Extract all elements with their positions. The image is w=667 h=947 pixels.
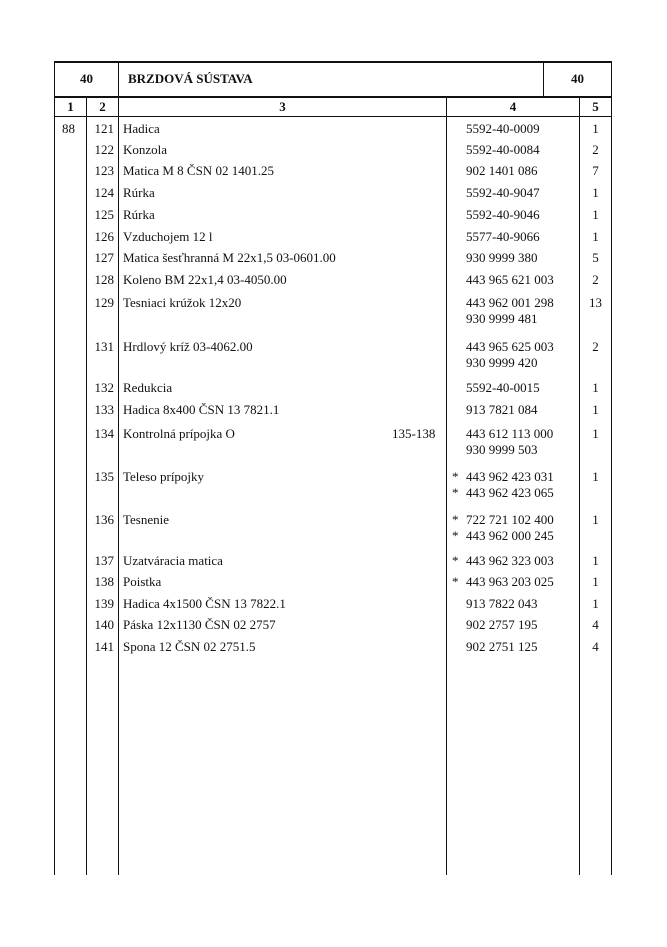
- quantity: 1: [592, 553, 599, 568]
- part-number: 443 962 000 245: [466, 528, 554, 543]
- part-name: Rúrka: [123, 185, 155, 200]
- part-name: Konzola: [123, 142, 168, 157]
- frame-top-rule: [54, 61, 612, 63]
- quantity: 4: [592, 639, 599, 654]
- part-name: Poistka: [123, 574, 162, 589]
- part-number: 5592-40-0084: [466, 142, 540, 157]
- column-header-bottom-rule: [54, 116, 612, 117]
- position-number: 129: [94, 295, 114, 310]
- position-number: 138: [94, 574, 114, 589]
- part-number: 443 965 625 003: [466, 339, 554, 354]
- col3-divider: [446, 97, 447, 875]
- quantity: 1: [592, 185, 599, 200]
- part-number: 5592-40-9046: [466, 207, 540, 222]
- part-name: Tesnenie: [123, 512, 170, 527]
- section-title: BRZDOVÁ SÚSTAVA: [128, 71, 253, 86]
- position-number: 128: [94, 272, 114, 287]
- position-number: 135: [94, 469, 114, 484]
- part-name: Matica M 8 ČSN 02 1401.25: [123, 163, 274, 178]
- replacement-mark: *: [452, 528, 459, 543]
- quantity: 5: [592, 250, 599, 265]
- quantity: 1: [592, 402, 599, 417]
- position-number: 141: [94, 639, 114, 654]
- part-number: 913 7822 043: [466, 596, 538, 611]
- part-name: Páska 12x1130 ČSN 02 2757: [123, 617, 276, 632]
- part-name: Hadica 4x1500 ČSN 13 7822.1: [123, 596, 286, 611]
- part-number: 930 9999 420: [466, 355, 538, 370]
- part-number: 443 962 423 031: [466, 469, 554, 484]
- position-number: 133: [94, 402, 114, 417]
- position-number: 137: [94, 553, 114, 568]
- figure-number: 88: [62, 121, 75, 136]
- part-name: Spona 12 ČSN 02 2751.5: [123, 639, 256, 654]
- part-name: Kontrolná prípojka O: [123, 426, 235, 441]
- part-number: 930 9999 481: [466, 311, 538, 326]
- frame-left-rule: [54, 61, 55, 875]
- quantity: 1: [592, 426, 599, 441]
- part-number: 443 962 423 065: [466, 485, 554, 500]
- column-header-5: 5: [592, 99, 599, 114]
- quantity: 2: [592, 272, 599, 287]
- position-number: 140: [94, 617, 114, 632]
- column-header-3: 3: [279, 99, 286, 114]
- quantity: 1: [592, 469, 599, 484]
- quantity: 1: [592, 229, 599, 244]
- part-number: 443 612 113 000: [466, 426, 554, 441]
- position-number: 123: [94, 163, 114, 178]
- part-name: Hrdlový kríž 03-4062.00: [123, 339, 253, 354]
- part-number: 902 2751 125: [466, 639, 538, 654]
- part-number: 443 965 621 003: [466, 272, 554, 287]
- part-name: Koleno BM 22x1,4 03-4050.00: [123, 272, 287, 287]
- quantity: 1: [592, 574, 599, 589]
- part-number: 5592-40-9047: [466, 185, 540, 200]
- part-number: 443 962 323 003: [466, 553, 554, 568]
- part-reference: 135-138: [392, 426, 436, 441]
- group-number-left: 40: [80, 71, 93, 86]
- replacement-mark: *: [452, 469, 459, 484]
- part-number: 443 962 001 298: [466, 295, 554, 310]
- position-number: 131: [94, 339, 114, 354]
- part-name: Hadica: [123, 121, 160, 136]
- part-number: 5592-40-0009: [466, 121, 540, 136]
- quantity: 1: [592, 207, 599, 222]
- position-number: 136: [94, 512, 114, 527]
- part-number: 5577-40-9066: [466, 229, 540, 244]
- part-name: Vzduchojem 12 l: [123, 229, 213, 244]
- part-name: Tesniaci krúžok 12x20: [123, 295, 242, 310]
- part-number: 902 2757 195: [466, 617, 538, 632]
- quantity: 1: [592, 121, 599, 136]
- group-number-right: 40: [571, 71, 584, 86]
- quantity: 2: [592, 142, 599, 157]
- quantity: 1: [592, 380, 599, 395]
- quantity: 1: [592, 596, 599, 611]
- position-number: 125: [94, 207, 114, 222]
- replacement-mark: *: [452, 512, 459, 527]
- part-number: 902 1401 086: [466, 163, 538, 178]
- position-number: 134: [94, 426, 114, 441]
- col2-divider: [118, 61, 119, 875]
- quantity: 1: [592, 512, 599, 527]
- column-header-2: 2: [99, 99, 106, 114]
- part-name: Hadica 8x400 ČSN 13 7821.1: [123, 402, 280, 417]
- frame-right-rule: [611, 61, 612, 875]
- quantity: 2: [592, 339, 599, 354]
- position-number: 124: [94, 185, 114, 200]
- position-number: 122: [94, 142, 114, 157]
- column-header-4: 4: [509, 99, 517, 114]
- replacement-mark: *: [452, 574, 459, 589]
- position-number: 121: [94, 121, 114, 136]
- part-number: 443 963 203 025: [466, 574, 554, 589]
- header-bottom-rule: [54, 96, 612, 98]
- part-name: Uzatváracia matica: [123, 553, 223, 568]
- part-name: Matica šesťhranná M 22x1,5 03-0601.00: [123, 250, 336, 265]
- part-number: 913 7821 084: [466, 402, 538, 417]
- quantity: 7: [592, 163, 599, 178]
- part-number: 722 721 102 400: [466, 512, 554, 527]
- part-name: Redukcia: [123, 380, 173, 395]
- replacement-mark: *: [452, 553, 459, 568]
- replacement-mark: *: [452, 485, 459, 500]
- part-name: Teleso prípojky: [123, 469, 205, 484]
- position-number: 126: [94, 229, 114, 244]
- quantity: 4: [592, 617, 599, 632]
- position-number: 132: [94, 380, 114, 395]
- quantity: 13: [589, 295, 602, 310]
- part-number: 930 9999 380: [466, 250, 538, 265]
- position-number: 139: [94, 596, 114, 611]
- part-number: 930 9999 503: [466, 442, 538, 457]
- column-header-1: 1: [67, 99, 74, 114]
- part-name: Rúrka: [123, 207, 155, 222]
- part-number: 5592-40-0015: [466, 380, 540, 395]
- position-number: 127: [94, 250, 114, 265]
